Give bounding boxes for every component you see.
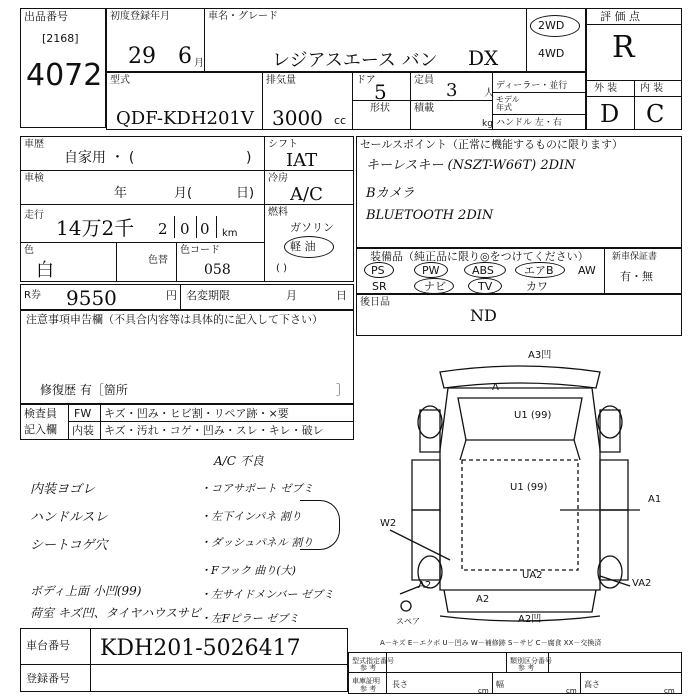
capacity-value: 3 (446, 80, 458, 101)
remark-left-4: ボディ上面 小凹(99) (30, 584, 142, 598)
first-reg-year: 29 (128, 44, 156, 69)
inspector-fw: FW (74, 407, 92, 420)
left-front-door-shape (412, 460, 440, 510)
selling-points-label: セールスポイント（正常に機能するものに限ります） (360, 138, 624, 151)
selling-point-3: BLUETOOTH 2DIN (366, 208, 494, 223)
car-name-label: 車名・グレード (208, 11, 278, 22)
chassis-label: 車台番号 (26, 639, 70, 652)
selling-point-1: キーレスキー (NSZT-W66T) 2DIN (366, 158, 576, 173)
dealer-label: ディーラー・並行 (496, 81, 568, 91)
type-spec-label-2: 参 考 (360, 664, 377, 672)
remark-left-5: 荷室 キズ凹、タイヤハウスサビ (30, 606, 201, 620)
repair-close: ］ (336, 383, 349, 397)
model-value: QDF-KDH201V (116, 108, 254, 129)
dims-width: 幅 (496, 680, 504, 689)
usage-value: 自家用 ・ ( (64, 150, 135, 166)
lot-number: 4072 (26, 58, 103, 93)
fuel-diesel-circle (284, 236, 334, 258)
warranty-label: 新車保証書 (612, 252, 658, 262)
equip-leather: カワ (526, 280, 548, 293)
inspector-in-items: キズ・汚れ・コゲ・凹み・スレ・キレ・破レ (104, 424, 324, 437)
load-label: 積載 (414, 103, 434, 114)
notes-label: 注意事項申告欄（不具合内容等は具体的に記入して下さい） (26, 313, 323, 326)
fuel-diesel: 軽 油 (290, 240, 316, 253)
left-rear-door-shape (412, 510, 440, 580)
equip-tv-circle (468, 278, 502, 294)
model-year-label: モデル年式 (496, 95, 520, 112)
equip-sr: SR (372, 280, 387, 293)
equip-ps-circle (364, 262, 394, 278)
equip-airbag-circle (515, 262, 565, 278)
equip-abs-circle (464, 262, 506, 278)
dims-length: 長さ (392, 680, 408, 689)
lot-label: 出品番号 (24, 10, 68, 23)
mark-u1-mid: U1 (99) (510, 482, 548, 493)
mark-spare: スペア (396, 617, 420, 626)
car-grade: DX (468, 46, 499, 70)
mileage-digit-2: 0 (180, 220, 190, 238)
mileage-unit: km (222, 228, 238, 239)
mark-a1: A1 (648, 494, 662, 505)
mark-top: A3凹 (528, 350, 552, 361)
equipment-label: 装備品（純正品に限り◎をつけてください） (370, 250, 589, 263)
equip-pw-circle (414, 262, 448, 278)
inspector-label-1: 検査員 (24, 407, 57, 420)
mark-u1-top: U1 (99) (514, 410, 552, 421)
displacement-value: 3000 (272, 106, 323, 130)
color-change-label: 色替 (148, 255, 168, 266)
load-unit: kg (482, 119, 493, 129)
selling-point-2: Bカメラ (366, 186, 415, 201)
wheel-fr-shape (598, 406, 622, 438)
type-spec-label-1: 型式指定番号 (352, 657, 394, 665)
inspector-fw-items: キズ・凹み・ヒビ割・リペア跡・×要 (104, 407, 289, 420)
wheel-rr-shape (598, 556, 622, 588)
model-label: 型式 (110, 75, 130, 86)
ac-value: A/C (290, 184, 323, 205)
equip-pw: PW (422, 264, 440, 277)
usage-label: 車歴 (24, 139, 44, 150)
fuel-label: 燃料 (268, 207, 288, 218)
chassis-value: KDH201-5026417 (100, 636, 301, 661)
remark-right-1: A/C 不良 (214, 454, 264, 468)
inspector-label-2: 記入欄 (24, 423, 57, 436)
color-code-label: 色コード (180, 245, 220, 256)
exterior-score: D (600, 100, 620, 128)
equip-airbag: エアB (524, 264, 554, 277)
remark-right-2: ・コアサポート ゼブミ (200, 482, 314, 495)
color-code: 058 (204, 262, 231, 278)
remark-left-2: ハンドルスレ (30, 510, 108, 525)
shift-value: IAT (286, 150, 318, 171)
rear-items-label: 後日品 (360, 297, 390, 308)
displacement-unit: cc (334, 114, 347, 127)
reg-number-label: 登録番号 (26, 672, 70, 685)
dims-length-unit: cm (478, 687, 489, 695)
equip-tv: TV (478, 280, 493, 293)
dims-height-unit: cm (664, 687, 675, 695)
remark-left-3: シートコゲ穴 (30, 538, 108, 553)
interior-score: C (646, 100, 665, 128)
eval-score: R (612, 30, 635, 65)
mark-ua2: UA2 (522, 570, 543, 581)
dims-label-2: 参 考 (360, 685, 377, 693)
right-front-door-shape (600, 460, 628, 510)
equip-aw: AW (578, 264, 596, 277)
first-reg-label: 初度登録年月 (110, 11, 170, 22)
inspection-month: 月( (174, 186, 193, 201)
inspection-year: 年 (114, 186, 128, 201)
front-bumper-shape (440, 366, 600, 388)
rear-items-frame (356, 294, 682, 336)
name-change-month: 月 (286, 289, 297, 302)
name-change-label: 名変期限 (186, 289, 230, 302)
equip-navi-circle (414, 278, 454, 294)
car-damage-diagram (360, 340, 690, 630)
dims-height: 高さ (584, 680, 600, 689)
right-rear-door-shape (600, 510, 628, 580)
left-mirror-shape (420, 410, 440, 452)
type-spec-label-3: 類別区分番号 (510, 657, 552, 665)
lot-sub-number: [2168] (42, 32, 79, 45)
remark-right-3: ・左下インパネ 割り (200, 510, 302, 523)
mark-w2: W2 (380, 518, 397, 529)
remark-right-4: ・ダッシュパネル 割り (200, 536, 314, 549)
equip-abs: ABS (472, 264, 494, 277)
mark-a2-rear: A2 (476, 594, 490, 605)
remark-left-1: 内装ヨゴレ (30, 482, 96, 497)
right-mirror-shape (600, 410, 620, 452)
color-value: 白 (36, 260, 54, 281)
drive-4wd: 4WD (538, 47, 565, 60)
equip-navi: ナビ (424, 280, 446, 293)
spare-tire-shape (401, 601, 411, 611)
doors-value: 5 (374, 80, 387, 104)
first-reg-month: 6 (178, 44, 192, 69)
repair-label: 修復歴 有［箇所 (40, 383, 128, 397)
remark-right-5: ・Fフック 曲り(大) (200, 564, 296, 577)
shift-label: シフト (268, 139, 298, 150)
inspection-label: 車検 (24, 173, 44, 184)
roof-shape (462, 460, 578, 570)
recycle-label: R券 (24, 290, 41, 301)
recycle-unit: 円 (166, 289, 177, 302)
fuel-paren: ( ) (276, 263, 287, 274)
ac-label: 冷房 (268, 173, 288, 184)
eval-label: 評 価 点 (600, 10, 640, 23)
dims-width-unit: cm (566, 687, 577, 695)
rear-shape (444, 590, 596, 612)
capacity-label: 定員 (414, 75, 434, 86)
doors-label: ドア (356, 75, 376, 86)
mileage-digit-1: 2 (158, 220, 168, 238)
shape-label: 形状 (370, 103, 390, 114)
inspection-day: 日) (236, 186, 255, 201)
fuel-gasoline: ガソリン (290, 221, 334, 234)
recycle-value: 9550 (66, 286, 117, 310)
mark-a: A (492, 382, 499, 393)
usage-close: ) (246, 150, 252, 166)
capacity-unit: 人 (484, 88, 494, 99)
interior-label: 内 装 (640, 83, 664, 94)
name-change-day: 日 (336, 289, 347, 302)
handle-label: ハンドル 左・右 (496, 118, 562, 128)
dims-label-1: 車庫証明 (352, 677, 380, 685)
exterior-label: 外 装 (594, 83, 618, 94)
equip-ps: PS (371, 264, 385, 277)
remark-right-7: ・左Fピラー ゼブミ (200, 612, 300, 625)
first-reg-month-unit: 月 (194, 58, 204, 69)
type-spec-label-4: 参 考 (518, 664, 535, 672)
drive-2wd: 2WD (538, 19, 565, 32)
mileage-label: 走行 (24, 210, 44, 221)
displacement-label: 排気量 (266, 75, 296, 86)
rear-items-value: ND (470, 306, 497, 325)
wheel-fl-shape (418, 406, 442, 438)
mark-a2m: A2凹 (518, 614, 542, 625)
inspector-in: 内装 (72, 424, 94, 437)
remark-bracket (300, 500, 340, 550)
color-label: 色 (24, 245, 34, 256)
mileage-value: 14万2千 (56, 216, 135, 240)
legend: A－キズ E－エクボ U－凹み W－補修跡 S－サビ C－腐食 XX－交換済 (380, 639, 602, 647)
drive-2wd-circle (530, 15, 580, 37)
mark-a2-left: A2 (418, 580, 432, 591)
remark-right-6: ・左サイドメンバー ゼブミ (200, 588, 334, 601)
mileage-digit-3: 0 (200, 220, 210, 238)
warranty-value: 有・無 (620, 270, 653, 283)
mark-va2: VA2 (632, 578, 652, 589)
car-name-value: レジアスエース バン (272, 50, 438, 71)
